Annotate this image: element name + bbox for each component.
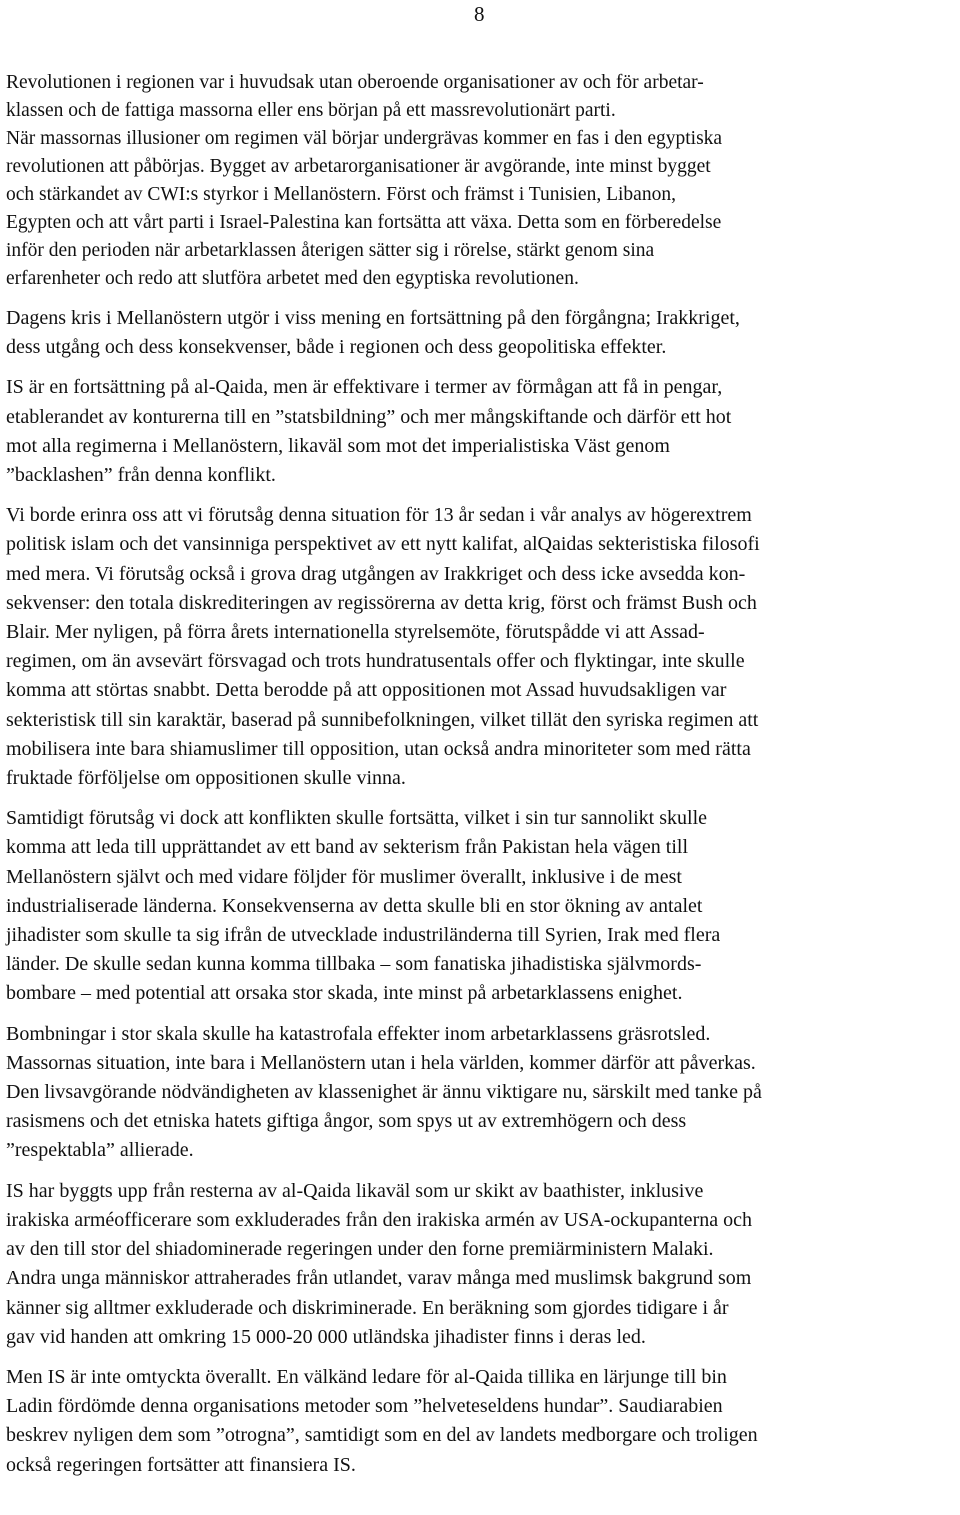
- text-line: mot alla regimerna i Mellanöstern, likaväl som mot det imperialistiska Väst genom: [6, 434, 670, 457]
- text-line: Andra unga människor attraherades från utlandet, varav många med muslimsk bakgrund som: [6, 1267, 752, 1290]
- text-line: sekteristisk till sin karaktär, baserad på sunnibefolkningen, vilket tillät den syriska regimen att: [6, 708, 759, 731]
- text-line: irakiska arméofficerare som exkluderades från den irakiska armén av USA-ockupanterna och: [6, 1208, 752, 1231]
- text-line: erfarenheter och redo att slutföra arbetet med den egyptiska revolutionen.: [6, 268, 579, 289]
- paragraph: [6, 69, 958, 293]
- text-line: beskrev nyligen dem som ”otrogna”, samtidigt som en del av landets medborgare och troligen: [6, 1424, 758, 1447]
- text-line: ”respektabla” allierade.: [6, 1139, 194, 1162]
- paragraph: [6, 1177, 958, 1352]
- text-line: regimen, om än avsevärt försvagad och trots hundratusentals offer och flyktingar, inte skulle: [6, 650, 745, 673]
- text-line: känner sig alltmer exkluderade och diskriminerade. En beräkning som gjordes tidigare i år: [6, 1296, 729, 1319]
- text-line: gav vid handen att omkring 15 000-20 000 utländska jihadister finns i deras led.: [6, 1325, 646, 1348]
- text-line: Mellanöstern självt och med vidare följder för muslimer överallt, inklusive i de mest: [6, 865, 682, 888]
- text-line: När massornas illusioner om regimen väl börjar undergrävas kommer en fas i den egyptiska: [6, 128, 723, 149]
- text-line: mobilisera inte bara shiamuslimer till opposition, utan också andra minoriteter som med rätta: [6, 737, 751, 760]
- text-line: Revolutionen i regionen var i huvudsak utan oberoende organisationer av och för arbetar-: [6, 72, 704, 93]
- text-line: revolutionen att påbörjas. Bygget av arbetarorganisationer är avgörande, inte minst bygget: [6, 156, 711, 177]
- text-line: dess utgång och dess konsekvenser, både i regionen och dess geopolitiska effekter.: [6, 336, 667, 359]
- text-line: Den livsavgörande nödvändigheten av klassenighet är ännu viktigare nu, särskilt med tanke på: [6, 1081, 762, 1104]
- text-line: Samtidigt förutsåg vi dock att konflikten skulle fortsätta, vilket i sin tur sannolikt skulle: [6, 807, 708, 830]
- page-number: 8: [474, 2, 485, 26]
- text-line: Men IS är inte omtyckta överallt. En välkänd ledare för al-Qaida tillika en lärjunge till bin: [6, 1365, 727, 1388]
- text-line: av den till stor del shiadominerade regeringen under den forne premiärministern Malaki.: [6, 1238, 714, 1261]
- text-line: industrialiserade länderna. Konsekvenserna av detta skulle bli en stor ökning av antalet: [6, 894, 703, 917]
- text-line: fruktade förföljelse om oppositionen skulle vinna.: [6, 767, 406, 790]
- text-line: Bombningar i stor skala skulle ha katastrofala effekter inom arbetarklassens gräsrotsled.: [6, 1022, 711, 1045]
- text-line: komma att leda till upprättandet av ett band av sekterism från Pakistan hela vägen till: [6, 836, 689, 859]
- text-line: bombare – med potential att orsaka stor skada, inte minst på arbetarklassens enighet.: [6, 982, 683, 1005]
- text-line: politisk islam och det vansinniga perspektivet av ett nytt kalifat, alQaidas sekteristiska filosofi: [6, 533, 760, 556]
- text-line: klassen och de fattiga massorna eller ens början på ett massrevolutionärt parti.: [6, 100, 616, 121]
- paragraph: [6, 1020, 958, 1166]
- text-line: och stärkandet av CWI:s styrkor i Mellanöstern. Först och främst i Tunisien, Libanon,: [6, 184, 676, 205]
- text-line: också regeringen fortsätter att finansiera IS.: [6, 1453, 356, 1476]
- text-line: IS har byggts upp från resterna av al-Qaida likaväl som ur skikt av baathister, inklusive: [6, 1179, 704, 1202]
- text-line: sekvenser: den totala diskrediteringen av regissörerna av detta krig, först och främst Bush och: [6, 591, 757, 614]
- paragraph: [6, 1363, 958, 1480]
- text-line: jihadister som skulle ta sig ifrån de utvecklade industriländerna till Syrien, Irak med flera: [6, 924, 721, 947]
- paragraph: [6, 373, 958, 490]
- body-text: [6, 69, 958, 1491]
- text-line: länder. De skulle sedan kunna komma tillbaka – som fanatiska jihadistiska självmords-: [6, 953, 702, 976]
- text-line: etablerandet av konturerna till en ”statsbildning” och mer mångskiftande och därför ett hot: [6, 405, 732, 428]
- text-line: inför den perioden när arbetarklassen återigen sätter sig i rörelse, stärkt genom sina: [6, 240, 655, 261]
- text-line: rasismens och det etniska hatets giftiga ångor, som spys ut av extremhögern och dess: [6, 1110, 687, 1133]
- text-line: Ladin fördömde denna organisations metoder som ”helveteseldens hundar”. Saudiarabien: [6, 1395, 723, 1418]
- paragraph: [6, 501, 958, 793]
- text-line: Egypten och att vårt parti i Israel-Palestina kan fortsätta att växa. Detta som en förberedelse: [6, 212, 722, 233]
- paragraph: [6, 304, 958, 362]
- text-line: IS är en fortsättning på al-Qaida, men är effektivare i termer av förmågan att få in pengar,: [6, 376, 723, 399]
- text-line: med mera. Vi förutsåg också i grova drag utgången av Irakkriget och dess icke avsedda kon-: [6, 562, 746, 585]
- text-line: ”backlashen” från denna konflikt.: [6, 464, 276, 487]
- text-line: Dagens kris i Mellanöstern utgör i viss mening en fortsättning på den förgångna; Irakkriget,: [6, 307, 740, 329]
- paragraph: [6, 804, 958, 1008]
- text-line: Blair. Mer nyligen, på förra årets internationella styrelsemöte, förutspådde vi att Assad-: [6, 621, 705, 644]
- text-line: Massornas situation, inte bara i Mellanöstern utan i hela världen, kommer därför att påverkas.: [6, 1051, 756, 1074]
- text-line: Vi borde erinra oss att vi förutsåg denna situation för 13 år sedan i vår analys av högerextrem: [6, 504, 752, 527]
- text-line: komma att störtas snabbt. Detta berodde på att oppositionen mot Assad huvudsakligen var: [6, 679, 727, 702]
